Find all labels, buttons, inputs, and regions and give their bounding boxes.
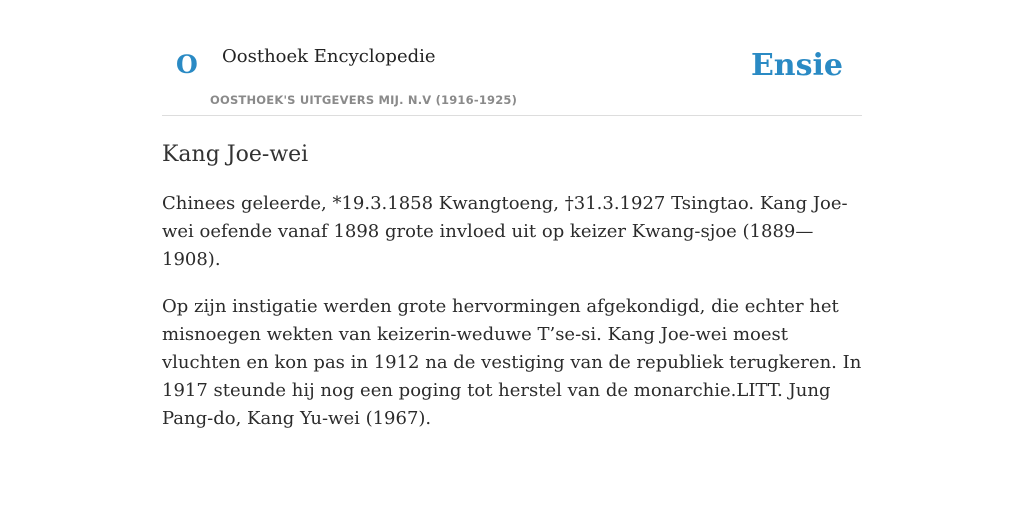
article-paragraph: Chinees geleerde, *19.3.1858 Kwangtoeng, †31.3.1927 Tsingtao. Kang Joe-wei oefende vanaf 1898 grote invloed uit op keizer Kwang-sjoe (1889—1908).: [162, 193, 848, 271]
article-content: [162, 142, 862, 433]
oosthoek-logo[interactable]: O: [176, 50, 198, 79]
site-title-link[interactable]: Oosthoek Encyclopedie: [222, 46, 436, 67]
article-title: Kang Joe-wei: [162, 142, 309, 167]
page-container: [162, 0, 862, 433]
site-header: [162, 0, 862, 116]
article-paragraph: Op zijn instigatie werden grote hervormingen afgekondigd, die echter het misnoegen wekten van keizerin-weduwe T’se-si. Kang Joe-wei moest vluchten en kon pas in 1912 na de vestiging van de republiek terugkeren. In 1917 steunde hij nog een poging tot herstel van de monarchie.LITT. Jung Pang-do, Kang Yu-wei (1967).: [162, 296, 862, 430]
publisher-subtitle: OOSTHOEK'S UITGEVERS MIJ. N.V (1916-1925): [210, 93, 518, 107]
ensie-brand-link[interactable]: Ensie: [750, 48, 843, 83]
